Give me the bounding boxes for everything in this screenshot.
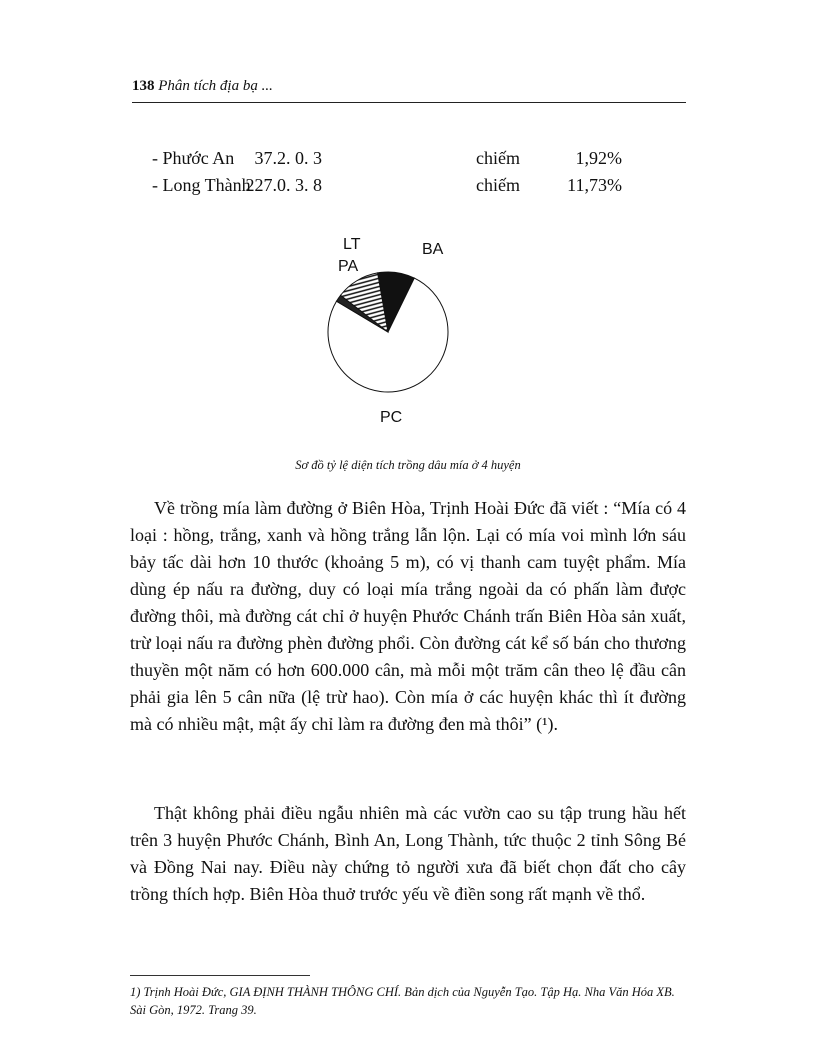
district-name: - Phước An [152,148,235,168]
page-number: 138 [132,78,155,94]
share-word: chiếm [476,175,520,195]
pie-label-pa: PA [338,258,359,275]
paragraph: Về trồng mía làm đường ở Biên Hòa, Trịnh Hoài Đức đã viết : “Mía có 4 loại : hồng, trắng, xanh và hồng trắng lẫn lộn. Lại có mía voi mình lớn sáu bảy tấc dài hơn 10 thước (khoảng 5 m), có vị thanh cam tuyệt phẩm. Mía dùng ép nấu ra đường, duy có loại mía trắng ngoài da có phấn làm được đường thôi, mà đường cát chỉ ở huyện Phước Chánh trấn Biên Hòa sản xuất, trừ loại nấu ra đường phèn đường phổi. Còn đường cát kể số bán cho thương thuyền một năm có hơn 600.000 cân, mà mỗi một trăm cân theo lệ đầu cân phải gia lên 5 cân nữa (lệ trừ hao). Còn mía ở các huyện khác thì ít đường mà có nhiều mật, mật ấy chỉ làm ra đường đen mà thôi” (¹). [130,498,686,734]
pie-label-ba: BA [422,241,444,258]
share-percent: 11,73% [567,175,622,195]
pie-chart [300,228,490,428]
pie-label-lt: LT [343,236,361,253]
paragraph: Thật không phải điều ngẫu nhiên mà các vườn cao su tập trung hầu hết trên 3 huyện Phước Chánh, Bình An, Long Thành, tức thuộc 2 tỉnh Sông Bé và Đồng Nai nay. Điều này chứng tỏ người xưa đã biết chọn đất cho cây trồng thích hợp. Biên Hòa thuở trước yếu về điền song rất mạnh về thổ. [130,803,686,904]
share-percent: 1,92% [575,148,622,168]
table-row [152,175,622,202]
running-title: Phân tích địa bạ ... [158,78,273,94]
pie-label-pc: PC [380,409,403,426]
footnote-rule [130,975,310,976]
pie-chart-svg [300,228,490,428]
table-row [152,148,622,175]
chart-caption: Sơ đồ tỷ lệ diện tích trồng dâu mía ở 4 huyện [295,458,521,472]
area-value: 37.2. 0. 3 [254,148,322,168]
running-header [132,78,686,103]
pie-slices [328,272,448,392]
share-word: chiếm [476,148,520,168]
district-name: - Long Thành [152,175,251,195]
area-value: 227.0. 3. 8 [245,175,322,195]
footnote: 1) Trịnh Hoài Đức, GIA ĐỊNH THÀNH THÔNG CHÍ. Bản dịch của Nguyễn Tạo. Tập Hạ. Nha Văn Hóa XB. Sài Gòn, 1972. Trang 39. [130,985,675,1017]
area-table [152,148,622,202]
